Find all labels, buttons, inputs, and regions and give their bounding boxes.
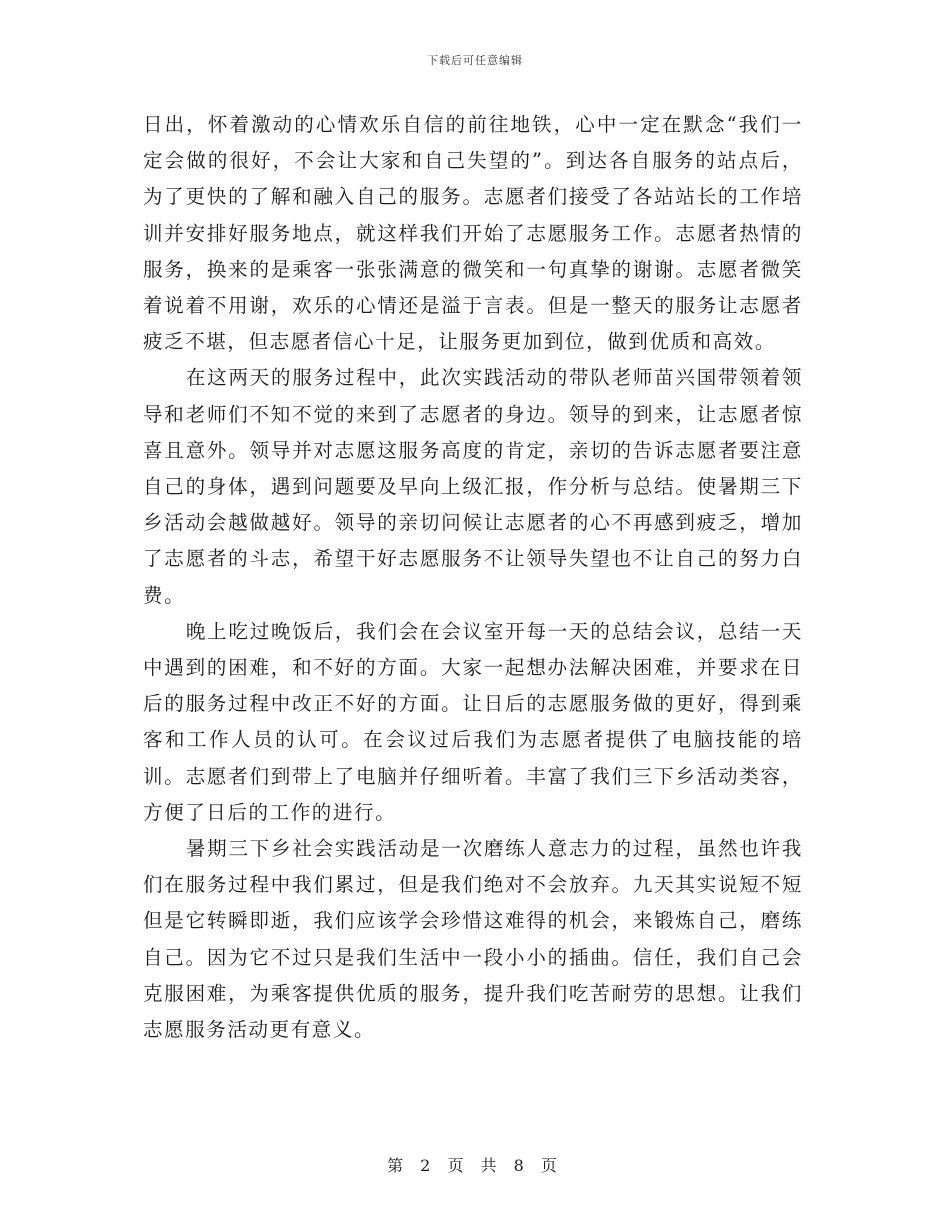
page-number-footer: 第 2 页 共 8 页	[387, 1156, 563, 1175]
page-header: 下载后可任意编辑	[427, 54, 523, 67]
paragraph-2: 在这两天的服务过程中，此次实践活动的带队老师苗兴国带领着领导和老师们不知不觉的来到了志愿者的身边。领导的到来，让志愿者惊喜且意外。领导并对志愿这服务高度的肯定，亲切的告诉志愿者要注意自己的身体，遇到问题要及早向上级汇报，作分析与总结。使暑期三下乡活动会越做越好。领导的亲切问候让志愿者的心不再感到疲乏，增加了志愿者的斗志，希望干好志愿服务不让领导失望也不让自己的努力白费。	[143, 366, 803, 607]
paragraph-1: 日出，怀着激动的心情欢乐自信的前往地铁，心中一定在默念“我们一定会做的很好，不会让大家和自己失望的”。到达各自服务的站点后，为了更快的了解和融入自己的服务。志愿者们接受了各站站长的工作培训并安排好服务地点，就这样我们开始了志愿服务工作。志愿者热情的服务，换来的是乘客一张张满意的微笑和一句真挚的谢谢。志愿者微笑着说着不用谢，欢乐的心情还是溢于言表。但是一整天的服务让志愿者疲乏不堪，但志愿者信心十足，让服务更加到位，做到优质和高效。	[143, 113, 803, 354]
paragraph-3: 晚上吃过晚饭后，我们会在会议室开每一天的总结会议，总结一天中遇到的困难，和不好的方面。大家一起想办法解决困难，并要求在日后的服务过程中改正不好的方面。让日后的志愿服务做的更好，得到乘客和工作人员的认可。在会议过后我们为志愿者提供了电脑技能的培训。志愿者们到带上了电脑并仔细听着。丰富了我们三下乡活动类容，方便了日后的工作的进行。	[143, 619, 803, 824]
document-body	[143, 107, 803, 1048]
paragraph-4: 暑期三下乡社会实践活动是一次磨练人意志力的过程，虽然也许我们在服务过程中我们累过，但是我们绝对不会放弃。九天其实说短不短但是它转瞬即逝，我们应该学会珍惜这难得的机会，来锻炼自己，磨练自己。因为它不过只是我们生活中一段小小的插曲。信任，我们自己会克服困难，为乘客提供优质的服务，提升我们吃苦耐劳的思想。让我们志愿服务活动更有意义。	[143, 837, 803, 1042]
